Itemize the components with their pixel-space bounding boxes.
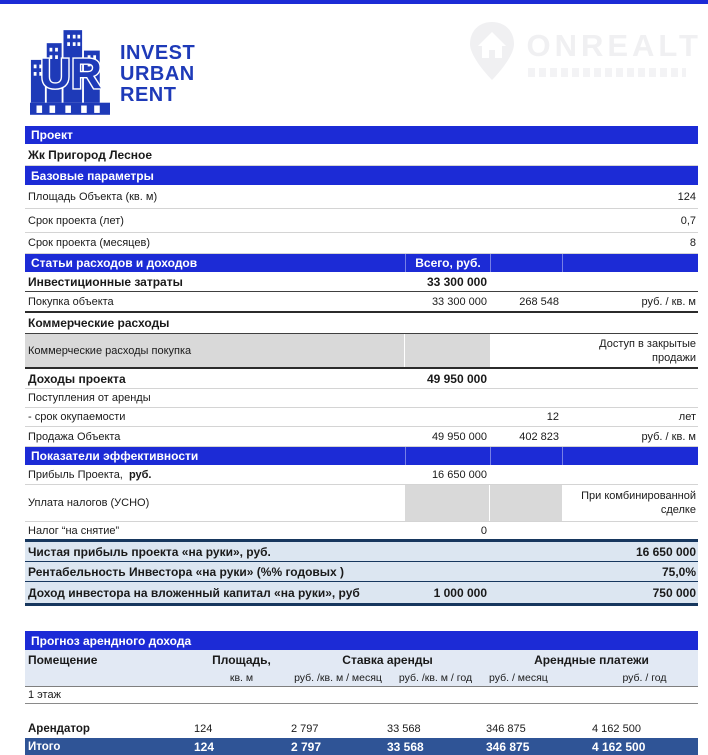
tenant-pay-year: 4 162 500 — [592, 723, 641, 735]
column-header-total: Всего, руб. — [405, 254, 490, 272]
col-header-area: Площадь, — [212, 652, 271, 667]
row-note: Доступ в закрытые продажи — [599, 337, 696, 364]
col-subheader-area-unit: кв. м — [229, 671, 254, 684]
commercial-expenses-row — [25, 313, 698, 334]
row-label: Рентабельность Инвестора «на руки» (%% годовых ) — [28, 564, 345, 579]
row-label: Налог “на снятие” — [28, 524, 120, 537]
row-label: Продажа Объекта — [28, 430, 121, 443]
income-total-row — [25, 369, 698, 389]
tenant-rate-month: 2 797 — [291, 723, 319, 735]
section-title: Базовые параметры — [31, 168, 154, 183]
param-value: 124 — [677, 190, 696, 203]
row-per-sqm: 402 823 — [519, 430, 559, 443]
col-group-rate: Ставка аренды — [342, 652, 433, 667]
tenant-label: Арендатор — [28, 723, 90, 735]
col-subheader-pay-month: руб. / месяц — [489, 671, 548, 684]
section-header-project — [25, 126, 698, 144]
row-value: 16 650 000 — [635, 544, 696, 559]
total-label: Итого — [28, 740, 61, 753]
row-total: 33 300 000 — [431, 295, 487, 308]
tenant-row — [25, 720, 698, 738]
section-title: Проект — [31, 128, 73, 142]
investor-income-row — [25, 581, 698, 603]
param-label: Срок проекта (месяцев) — [28, 237, 150, 249]
tax-row — [25, 485, 698, 522]
col-header-room: Помещение — [28, 652, 98, 667]
onrealt-watermark — [466, 20, 702, 87]
watermark-subtitle-blur — [528, 68, 686, 77]
payback-row — [25, 408, 698, 427]
row-base: 1 000 000 — [433, 585, 487, 600]
col-subheader-rate-year: руб. /кв. м / год — [398, 671, 473, 684]
project-name-row — [25, 144, 698, 166]
section-title: Показатели эффективности — [31, 449, 199, 463]
param-row-years — [25, 209, 698, 233]
section-header-base-params — [25, 166, 698, 185]
logo-buildings-icon — [30, 28, 110, 121]
row-total: 49 950 000 — [426, 371, 487, 386]
floor-label-row: 1 этаж — [25, 687, 698, 704]
total-rate-month: 2 797 — [291, 739, 322, 754]
commercial-purchase-row — [25, 334, 698, 369]
section-header-statement — [25, 254, 698, 272]
row-label: Инвестиционные затраты — [28, 274, 183, 289]
row-value: 16 650 000 — [431, 468, 487, 481]
report-sheet — [25, 126, 698, 755]
row-total: 49 950 000 — [431, 430, 487, 443]
param-label: Срок проекта (лет) — [28, 214, 124, 227]
total-pay-month: 346 875 — [486, 739, 530, 754]
param-row-area — [25, 185, 698, 209]
total-area: 124 — [194, 739, 215, 754]
row-label: Прибыль Проекта, руб. — [28, 468, 152, 481]
row-value: 75,0% — [661, 564, 696, 579]
param-row-months — [25, 233, 698, 254]
section-title: Статьи расходов и доходов — [31, 256, 198, 270]
col-subheader-rate-month: руб. /кв. м / месяц — [294, 671, 382, 684]
row-value: 12 — [546, 411, 559, 423]
watermark-brand-text: ONREALT — [526, 28, 702, 63]
net-profit-row — [25, 542, 698, 561]
section-header-forecast — [25, 631, 698, 650]
param-value: 8 — [689, 237, 696, 249]
forecast-table-header — [25, 650, 698, 687]
col-group-payments: Арендные платежи — [534, 652, 649, 667]
logo-wordmark: INVEST URBAN RENT — [120, 42, 196, 106]
row-per-sqm: 268 548 — [519, 295, 559, 308]
profit-row — [25, 465, 698, 485]
row-label: Поступления от аренды — [28, 392, 151, 404]
section-header-efficiency — [25, 447, 698, 465]
total-rate-year: 33 568 — [387, 739, 424, 754]
top-accent-strip — [0, 0, 708, 4]
tenant-rate-year: 33 568 — [387, 723, 421, 735]
row-unit: руб. / кв. м — [641, 295, 696, 308]
purchase-row — [25, 292, 698, 313]
param-label: Площадь Объекта (кв. м) — [28, 190, 158, 203]
tenant-pay-month: 346 875 — [486, 723, 526, 735]
sale-row — [25, 427, 698, 447]
param-value: 0,7 — [680, 214, 696, 227]
row-unit: руб. / кв. м — [641, 430, 696, 443]
withdraw-tax-row — [25, 522, 698, 539]
project-name: Жк Пригород Лесное — [28, 147, 153, 162]
svg-text:UR: UR — [40, 49, 102, 98]
total-row — [25, 738, 698, 755]
row-label: Уплата налогов (УСНО) — [28, 497, 150, 509]
row-label: Доходы проекта — [28, 371, 126, 386]
row-label-gray-cell: Коммерческие расходы покупка — [25, 334, 405, 367]
row-label: Доход инвестора на вложенный капитал «на руки», руб — [28, 585, 360, 600]
row-label: Коммерческие расходы — [28, 316, 170, 330]
section-title: Прогноз арендного дохода — [31, 633, 192, 648]
row-value: 750 000 — [652, 585, 696, 600]
row-value: 0 — [480, 524, 487, 537]
row-total: 33 300 000 — [426, 274, 487, 289]
rent-income-row — [25, 389, 698, 408]
row-label: Чистая прибыль проекта «на руки», руб. — [28, 544, 271, 559]
row-unit: лет — [678, 411, 696, 423]
row-label: - срок окупаемости — [28, 411, 126, 423]
invest-total-row — [25, 272, 698, 292]
profitability-row — [25, 561, 698, 581]
company-logo — [30, 28, 195, 121]
row-label: Покупка объекта — [28, 295, 114, 308]
total-pay-year: 4 162 500 — [592, 739, 646, 754]
map-pin-house-icon — [466, 20, 518, 87]
results-block — [25, 539, 698, 606]
row-note: При комбинированной сделке — [581, 490, 696, 516]
col-subheader-pay-year: руб. / год — [622, 671, 667, 684]
tenant-area: 124 — [194, 723, 213, 735]
